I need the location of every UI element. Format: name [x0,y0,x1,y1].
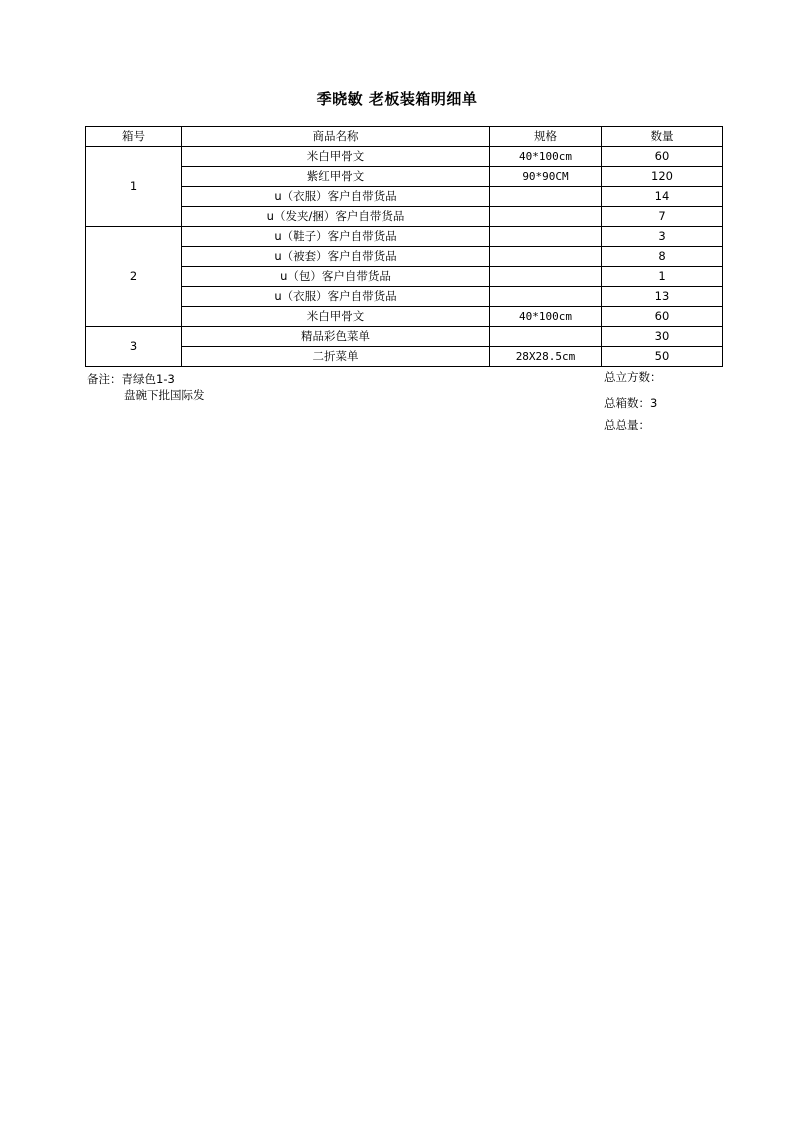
notes-line-2: 盘碗下批国际发 [124,388,205,402]
quantity-cell: 7 [602,207,723,227]
quantity-cell: 13 [602,287,723,307]
table-row [86,167,723,187]
header-product-name: 商品名称 [182,127,490,147]
quantity-cell: 60 [602,307,723,327]
summary-total-volume: 总立方数： [604,370,662,384]
quantity-cell: 120 [602,167,723,187]
quantity-cell: 3 [602,227,723,247]
spec-cell: 90*90CM [490,167,602,187]
spec-cell [490,227,602,247]
product-name-cell: u（鞋子）客户自带货品 [182,227,490,247]
packing-list-table [85,126,723,367]
quantity-cell: 14 [602,187,723,207]
table-body [86,147,723,367]
product-name-cell: u（包）客户自带货品 [182,267,490,287]
table-header-row [86,127,723,147]
summary-total-boxes: 总箱数：3 [604,396,658,410]
table-row [86,247,723,267]
quantity-cell: 8 [602,247,723,267]
product-name-cell: 精品彩色菜单 [182,327,490,347]
spec-cell: 40*100cm [490,147,602,167]
product-name-cell: 紫红甲骨文 [182,167,490,187]
table-row [86,267,723,287]
notes-line-1: 备注：青绿色1-3 [87,372,175,386]
product-name-cell: 米白甲骨文 [182,307,490,327]
quantity-cell: 30 [602,327,723,347]
notes [87,371,205,403]
header-spec: 规格 [490,127,602,147]
table-row [86,207,723,227]
box-number-cell: 2 [86,227,182,327]
header-quantity: 数量 [602,127,723,147]
spec-cell: 28X28.5cm [490,347,602,367]
table-row [86,307,723,327]
spec-cell: 40*100cm [490,307,602,327]
quantity-cell: 1 [602,267,723,287]
quantity-cell: 60 [602,147,723,167]
box-number-cell: 1 [86,147,182,227]
spec-cell [490,187,602,207]
spec-cell [490,207,602,227]
quantity-cell: 50 [602,347,723,367]
product-name-cell: 米白甲骨文 [182,147,490,167]
table-row [86,287,723,307]
product-name-cell: 二折菜单 [182,347,490,367]
product-name-cell: u（发夹/捆）客户自带货品 [182,207,490,227]
spec-cell [490,287,602,307]
product-name-cell: u（衣服）客户自带货品 [182,187,490,207]
table-row [86,227,723,247]
spec-cell [490,267,602,287]
product-name-cell: u（衣服）客户自带货品 [182,287,490,307]
header-box-number: 箱号 [86,127,182,147]
spec-cell [490,327,602,347]
table-row [86,347,723,367]
spec-cell [490,247,602,267]
box-number-cell: 3 [86,327,182,367]
page-title: 季晓敏 老板装箱明细单 [316,90,478,108]
table-row [86,147,723,167]
product-name-cell: u（被套）客户自带货品 [182,247,490,267]
summary-total-quantity: 总总量： [604,418,650,432]
table-row [86,187,723,207]
table-row [86,327,723,347]
